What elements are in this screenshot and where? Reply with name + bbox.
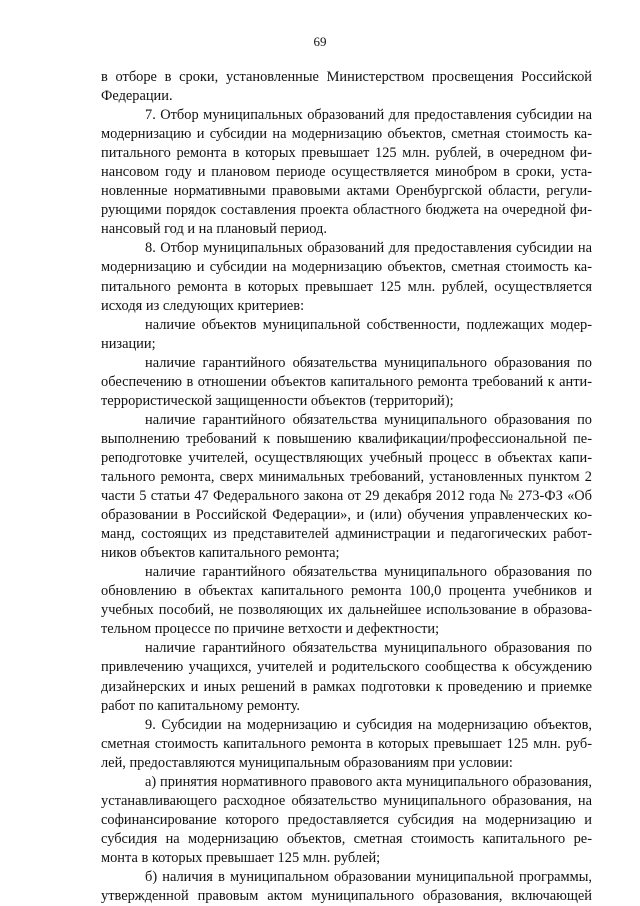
text-line: монта в которых превышает 125 млн. рублей; — [101, 849, 381, 866]
text-line: питального ремонта в которых превышает 125 млн. рублей, в очередном фи- — [101, 145, 592, 162]
text-line: нансовом году и плановом периоде осуществляется минобром в сроки, уста- — [101, 164, 592, 181]
text-line: наличие гарантийного обязательства муниципального образования по — [145, 354, 592, 371]
text-line: ников объектов капитального ремонта; — [101, 545, 340, 562]
text-line: Федерации. — [101, 88, 173, 105]
text-line: б) наличия в муниципальном образовании муниципальной программы, — [145, 868, 592, 885]
text-line: устанавливающего расходное обязательство муниципального образования, на — [101, 792, 592, 809]
text-line: привлечению учащихся, учителей и родительского сообщества к обсуждению — [101, 659, 592, 676]
text-line: нансовый год и на плановый период. — [101, 221, 327, 238]
text-line: в отборе в сроки, установленные Министерством просвещения Российской — [101, 69, 592, 85]
text-line: субсидия на модернизацию объектов, сметная стоимость капитального ре- — [101, 830, 592, 847]
text-line: террористической защищенности объектов (территорий); — [101, 392, 454, 409]
page-number: 69 — [313, 34, 327, 49]
text-line: 7. Отбор муниципальных образований для предоставления субсидии на — [145, 107, 592, 124]
text-line: дизайнерских и иных решений в рамках подготовки к проведению и приемке — [101, 678, 592, 695]
text-line: выполнению требований к повышению квалификации/профессиональной пе- — [101, 430, 592, 447]
text-line: манд, состоящих из представителей администрации и педагогических работ- — [101, 526, 592, 543]
text-line: а) принятия нормативного правового акта муниципального образования, — [145, 773, 592, 790]
text-line: низации; — [101, 335, 156, 352]
text-line: модернизацию и субсидии на модернизацию объектов, сметная стоимость ка- — [101, 126, 592, 143]
text-line: наличие объектов муниципальной собственности, подлежащих модер- — [145, 316, 592, 333]
text-line: 8. Отбор муниципальных образований для предоставления субсидии на — [145, 240, 592, 257]
text-line: образовании в Российской Федерации», и (или) обучения управленческих ко- — [101, 507, 592, 524]
text-line: наличие гарантийного обязательства муниципального образования по — [145, 564, 592, 581]
text-line: наличие гарантийного обязательства муниципального образования по — [145, 640, 592, 657]
document-body — [101, 68, 592, 906]
text-line: лей, предоставляются муниципальным образованиям при условии: — [101, 754, 513, 771]
text-line: утвержденной правовым актом муниципального образования, включающей — [101, 888, 592, 905]
text-line: сметная стоимость капитального ремонта в которых превышает 125 млн. руб- — [101, 735, 592, 752]
text-line: софинансирование которого предоставляется субсидия на модернизацию и — [101, 811, 592, 828]
text-line: тельном процессе по причине ветхости и дефектности; — [101, 621, 440, 638]
text-line: исходя из следующих критериев: — [101, 297, 305, 314]
text-line: обеспечению в отношении объектов капитального ремонта требований к анти- — [101, 373, 592, 390]
text-line: питального ремонта в которых превышает 125 млн. рублей, осуществляется — [101, 278, 592, 295]
text-line: наличие гарантийного обязательства муниципального образования по — [145, 411, 592, 428]
text-line: модернизацию и субсидии на модернизацию объектов, сметная стоимость ка- — [101, 259, 592, 276]
text-line: работ по капитальному ремонту. — [101, 697, 300, 714]
text-line: новленные нормативными правовыми актами Оренбургской области, регули- — [101, 183, 592, 200]
text-line: учебных пособий, не позволяющих их дальнейшее использование в образова- — [101, 602, 592, 619]
text-line: обновлению в объектах капитального ремонта 100,0 процента учебников и — [101, 583, 592, 600]
text-line: реподготовке учителей, осуществляющих учебный процесс в объектах капи- — [101, 449, 592, 466]
text-line: тального ремонта, сверх минимальных требований, установленных пунктом 2 — [101, 468, 592, 485]
text-line: 9. Субсидии на модернизацию и субсидия на модернизацию объектов, — [145, 716, 592, 733]
text-line: части 5 статьи 47 Федерального закона от 29 декабря 2012 года № 273-ФЗ «Об — [101, 488, 592, 505]
text-line: рующими порядок составления проекта областного бюджета на очередной фи- — [101, 202, 592, 219]
